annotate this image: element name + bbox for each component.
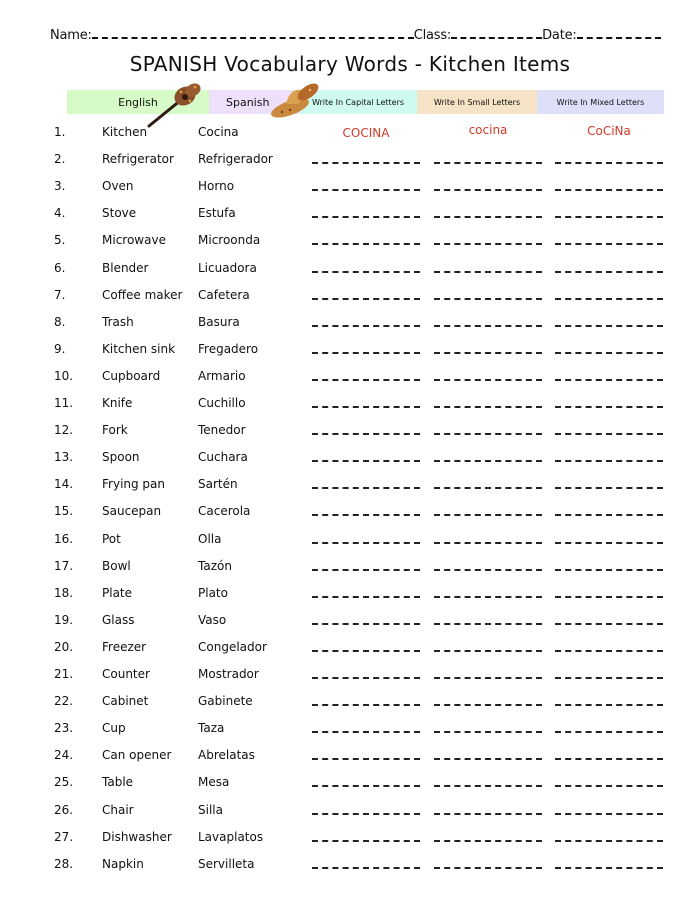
- answer-capital-blank[interactable]: [312, 189, 420, 191]
- answer-mixed-blank[interactable]: [555, 298, 663, 300]
- spanish-word: Silla: [198, 802, 223, 817]
- answer-mixed-blank[interactable]: [555, 650, 663, 652]
- table-row: [0, 152, 700, 172]
- spanish-word: Olla: [198, 531, 222, 546]
- answer-small-blank[interactable]: [434, 569, 542, 571]
- table-row: [0, 450, 700, 470]
- answer-small-blank[interactable]: [434, 216, 542, 218]
- answer-small-blank[interactable]: [434, 785, 542, 787]
- english-word: Coffee maker: [102, 287, 183, 302]
- example-small: cocina: [468, 123, 508, 137]
- answer-mixed-blank[interactable]: [555, 569, 663, 571]
- english-word: Kitchen: [102, 125, 148, 139]
- answer-capital-blank[interactable]: [312, 406, 420, 408]
- answer-capital-blank[interactable]: [312, 650, 420, 652]
- row-number: 19.: [54, 612, 74, 627]
- row-number: 4.: [54, 206, 66, 221]
- answer-small-blank[interactable]: [434, 514, 542, 516]
- answer-mixed-blank[interactable]: [555, 487, 663, 489]
- answer-capital-blank[interactable]: [312, 704, 420, 706]
- answer-small-blank[interactable]: [434, 731, 542, 733]
- answer-small-blank[interactable]: [434, 189, 542, 191]
- name-field[interactable]: [92, 27, 414, 39]
- answer-small-blank[interactable]: [434, 623, 542, 625]
- date-field[interactable]: [577, 27, 661, 39]
- english-word: Saucepan: [102, 504, 162, 519]
- answer-capital-blank[interactable]: [312, 433, 420, 435]
- spanish-word: Abrelatas: [198, 748, 255, 763]
- answer-small-blank[interactable]: [434, 406, 542, 408]
- table-row: [0, 667, 700, 687]
- english-word: Fork: [102, 423, 128, 438]
- english-word: Cup: [102, 721, 126, 736]
- answer-mixed-blank[interactable]: [555, 189, 663, 191]
- class-label: Class:: [413, 28, 452, 43]
- table-row: [0, 396, 700, 416]
- answer-capital-blank[interactable]: [312, 352, 420, 354]
- answer-capital-blank[interactable]: [312, 162, 420, 164]
- table-row: [0, 233, 700, 253]
- answer-small-blank[interactable]: [434, 325, 542, 327]
- answer-mixed-blank[interactable]: [555, 271, 663, 273]
- table-row: [0, 694, 700, 714]
- english-word: Blender: [102, 260, 149, 275]
- row-number: 12.: [54, 423, 74, 438]
- table-row: [0, 857, 700, 877]
- example-mixed: CoCiNa: [587, 124, 631, 138]
- spanish-word: Tazón: [198, 558, 232, 573]
- english-word: Stove: [102, 206, 137, 221]
- answer-small-blank[interactable]: [434, 596, 542, 598]
- row-number: 6.: [54, 260, 66, 275]
- answer-capital-blank[interactable]: [312, 596, 420, 598]
- answer-mixed-blank[interactable]: [555, 677, 663, 679]
- table-row: [0, 342, 700, 362]
- spanish-word: Mostrador: [198, 667, 259, 681]
- answer-small-blank[interactable]: [434, 460, 542, 462]
- answer-mixed-blank[interactable]: [555, 840, 663, 842]
- spanish-word: Microonda: [198, 233, 261, 248]
- page-title: SPANISH Vocabulary Words - Kitchen Items: [129, 52, 571, 76]
- row-number: 22.: [54, 694, 74, 709]
- answer-capital-blank[interactable]: [312, 623, 420, 625]
- answer-capital-blank[interactable]: [312, 542, 420, 544]
- answer-capital-blank[interactable]: [312, 487, 420, 489]
- answer-small-blank[interactable]: [434, 542, 542, 544]
- answer-mixed-blank[interactable]: [555, 352, 663, 354]
- answer-capital-blank[interactable]: [312, 677, 420, 679]
- spanish-word: Horno: [198, 179, 235, 194]
- answer-mixed-blank[interactable]: [555, 216, 663, 218]
- answer-capital-blank[interactable]: [312, 271, 420, 273]
- row-number: 11.: [54, 396, 74, 410]
- spanish-word: Cocina: [198, 125, 239, 139]
- answer-small-blank[interactable]: [434, 298, 542, 300]
- table-row: [0, 315, 700, 335]
- table-row: [0, 830, 700, 850]
- date-label: Date:: [542, 28, 577, 43]
- table-row: [0, 504, 700, 524]
- row-number: 27.: [54, 829, 74, 844]
- english-word: Oven: [102, 179, 134, 194]
- answer-mixed-blank[interactable]: [555, 867, 663, 869]
- spanish-word: Cafetera: [198, 287, 250, 302]
- column-header-small: Write In Small Letters: [417, 90, 537, 114]
- row-number: 14.: [54, 477, 74, 492]
- answer-mixed-blank[interactable]: [555, 406, 663, 408]
- answer-small-blank[interactable]: [434, 487, 542, 489]
- table-row: [0, 586, 700, 606]
- table-row: [0, 721, 700, 741]
- table-row: [0, 125, 700, 145]
- row-number: 8.: [54, 314, 66, 329]
- guitar-icon: [145, 82, 205, 128]
- answer-capital-blank[interactable]: [312, 867, 420, 869]
- english-word: Microwave: [102, 233, 166, 248]
- answer-mixed-blank[interactable]: [555, 243, 663, 245]
- english-word: Chair: [102, 802, 134, 817]
- answer-mixed-blank[interactable]: [555, 325, 663, 327]
- answer-capital-blank[interactable]: [312, 243, 420, 245]
- row-number: 9.: [54, 341, 66, 356]
- row-number: 18.: [54, 585, 74, 600]
- row-number: 26.: [54, 802, 74, 817]
- spanish-word: Plato: [198, 585, 228, 600]
- answer-capital-blank[interactable]: [312, 840, 420, 842]
- answer-small-blank[interactable]: [434, 162, 542, 164]
- answer-small-blank[interactable]: [434, 352, 542, 354]
- answer-mixed-blank[interactable]: [555, 514, 663, 516]
- english-word: Frying pan: [102, 477, 166, 492]
- answer-mixed-blank[interactable]: [555, 542, 663, 544]
- table-row: [0, 288, 700, 308]
- table-row: [0, 748, 700, 768]
- table-row: [0, 640, 700, 660]
- spanish-word: Cuchara: [198, 450, 248, 465]
- column-header-spanish: Spanish: [209, 90, 299, 114]
- answer-small-blank[interactable]: [434, 840, 542, 842]
- answer-mixed-blank[interactable]: [555, 596, 663, 598]
- english-word: Knife: [102, 396, 133, 410]
- answer-small-blank[interactable]: [434, 867, 542, 869]
- answer-capital-blank[interactable]: [312, 379, 420, 381]
- row-number: 16.: [54, 531, 74, 546]
- answer-mixed-blank[interactable]: [555, 704, 663, 706]
- column-header-mixed: Write In Mixed Letters: [537, 90, 664, 114]
- answer-mixed-blank[interactable]: [555, 460, 663, 462]
- spanish-word: Mesa: [198, 775, 230, 790]
- english-word: Table: [102, 775, 134, 790]
- spanish-word: Vaso: [198, 612, 227, 627]
- spanish-word: Lavaplatos: [198, 829, 264, 844]
- answer-mixed-blank[interactable]: [555, 379, 663, 381]
- answer-small-blank[interactable]: [434, 813, 542, 815]
- answer-capital-blank[interactable]: [312, 731, 420, 733]
- table-row: [0, 179, 700, 199]
- spanish-word: Cuchillo: [198, 396, 246, 410]
- spanish-word: Basura: [198, 314, 240, 329]
- english-word: Can opener: [102, 748, 172, 763]
- answer-capital-blank[interactable]: [312, 514, 420, 516]
- name-label: Name:: [50, 28, 92, 43]
- answer-mixed-blank[interactable]: [555, 758, 663, 760]
- spanish-word: Fregadero: [198, 341, 259, 356]
- english-word: Bowl: [102, 558, 131, 573]
- row-number: 7.: [54, 287, 66, 302]
- answer-capital-blank[interactable]: [312, 460, 420, 462]
- spanish-word: Cacerola: [198, 504, 251, 519]
- answer-mixed-blank[interactable]: [555, 433, 663, 435]
- answer-capital-blank[interactable]: [312, 758, 420, 760]
- answer-capital-blank[interactable]: [312, 216, 420, 218]
- answer-small-blank[interactable]: [434, 433, 542, 435]
- answer-small-blank[interactable]: [434, 243, 542, 245]
- row-number: 20.: [54, 639, 74, 654]
- answer-small-blank[interactable]: [434, 379, 542, 381]
- answer-capital-blank[interactable]: [312, 785, 420, 787]
- spanish-word: Tenedor: [198, 423, 246, 438]
- english-word: Napkin: [102, 856, 144, 871]
- column-header-capital: Write In Capital Letters: [299, 90, 417, 114]
- row-number: 5.: [54, 233, 66, 248]
- row-number: 23.: [54, 721, 74, 736]
- spanish-word: Congelador: [198, 639, 267, 654]
- row-number: 24.: [54, 748, 74, 763]
- example-capital: COCINA: [342, 126, 390, 140]
- answer-mixed-blank[interactable]: [555, 731, 663, 733]
- english-word: Trash: [102, 314, 134, 329]
- table-row: [0, 423, 700, 443]
- class-field[interactable]: [451, 27, 542, 39]
- spanish-word: Refrigerador: [198, 152, 273, 167]
- table-row: [0, 261, 700, 281]
- row-number: 17.: [54, 558, 74, 573]
- answer-small-blank[interactable]: [434, 271, 542, 273]
- row-number: 3.: [54, 179, 66, 194]
- english-word: Cabinet: [102, 694, 149, 709]
- spanish-word: Taza: [198, 721, 225, 736]
- table-row: [0, 206, 700, 226]
- answer-mixed-blank[interactable]: [555, 623, 663, 625]
- table-row: [0, 613, 700, 633]
- table-row: [0, 559, 700, 579]
- table-row: [0, 369, 700, 389]
- table-row: [0, 803, 700, 823]
- spanish-word: Servilleta: [198, 856, 255, 871]
- answer-small-blank[interactable]: [434, 758, 542, 760]
- english-word: Plate: [102, 585, 133, 600]
- english-word: Cupboard: [102, 368, 161, 383]
- spanish-word: Gabinete: [198, 694, 253, 709]
- row-number: 25.: [54, 775, 74, 790]
- answer-mixed-blank[interactable]: [555, 813, 663, 815]
- sombrero-icon: [268, 82, 320, 118]
- english-word: Dishwasher: [102, 829, 172, 844]
- answer-capital-blank[interactable]: [312, 813, 420, 815]
- table-row: [0, 477, 700, 497]
- column-header-english: English: [67, 90, 209, 114]
- answer-mixed-blank[interactable]: [555, 785, 663, 787]
- table-row: [0, 532, 700, 552]
- english-word: Glass: [102, 612, 135, 627]
- row-number: 10.: [54, 368, 74, 383]
- english-word: Kitchen sink: [102, 341, 176, 356]
- answer-small-blank[interactable]: [434, 704, 542, 706]
- answer-capital-blank[interactable]: [312, 298, 420, 300]
- spanish-word: Sartén: [198, 477, 238, 492]
- english-word: Freezer: [102, 639, 147, 654]
- row-number: 2.: [54, 152, 66, 167]
- spanish-word: Estufa: [198, 206, 236, 221]
- table-row: [0, 775, 700, 795]
- answer-small-blank[interactable]: [434, 677, 542, 679]
- english-word: Pot: [102, 531, 121, 546]
- english-word: Refrigerator: [102, 152, 174, 167]
- answer-capital-blank[interactable]: [312, 569, 420, 571]
- row-number: 13.: [54, 450, 74, 465]
- row-number: 15.: [54, 504, 74, 519]
- answer-mixed-blank[interactable]: [555, 162, 663, 164]
- row-number: 28.: [54, 856, 74, 871]
- spanish-word: Armario: [198, 368, 246, 383]
- row-number: 1.: [54, 125, 66, 139]
- english-word: Counter: [102, 667, 150, 681]
- answer-small-blank[interactable]: [434, 650, 542, 652]
- answer-capital-blank[interactable]: [312, 325, 420, 327]
- row-number: 21.: [54, 667, 74, 681]
- spanish-word: Licuadora: [198, 260, 257, 275]
- english-word: Spoon: [102, 450, 140, 465]
- student-info-line: [50, 27, 662, 47]
